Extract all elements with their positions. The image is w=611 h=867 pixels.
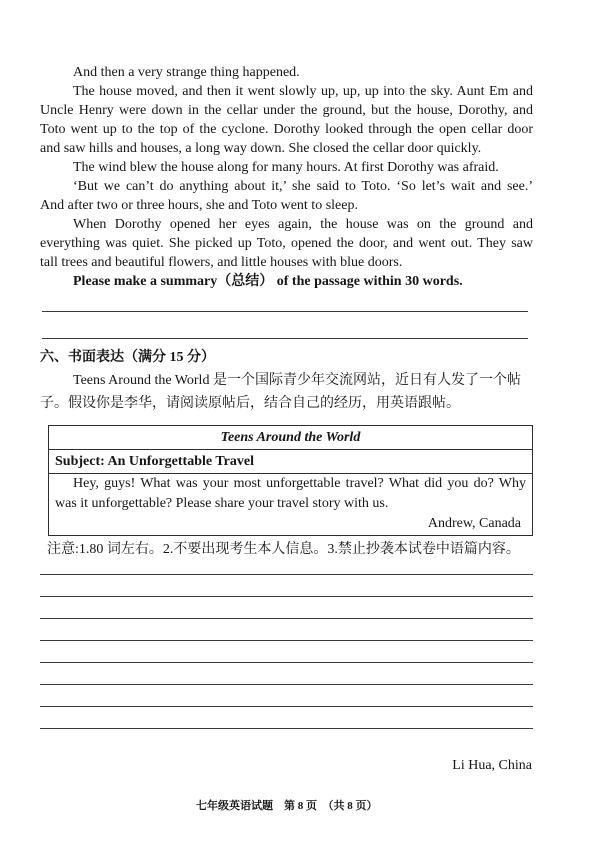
post-signature: Andrew, Canada [427, 516, 521, 531]
passage-line: And after two or three hours, she and Toto went to sleep. [40, 198, 358, 213]
passage-line: The wind blew the house along for many hours. At first Dorothy was afraid. [73, 160, 499, 175]
writing-intro [40, 369, 533, 415]
passage-line: Toto went up to the top of the cyclone. Dorothy looked through the open cellar door [40, 122, 533, 137]
post-body-line: was it unforgettable? Please share your travel story with us. [55, 496, 389, 511]
writing-answer-line [40, 706, 533, 707]
passage-line: Uncle Henry were down in the cellar under the ground, but the house, Dorothy, and [40, 103, 533, 118]
forum-site-title: Teens Around the World [49, 426, 532, 450]
summary-task: Please make a summary（总结） of the passage within 30 words. [73, 274, 463, 289]
post-subject: Subject: An Unforgettable Travel [49, 450, 532, 474]
writing-answer-line [40, 574, 533, 575]
post-body-line: Hey, guys! What was your most unforgettable travel? What did you do? Why [73, 476, 526, 491]
writing-answer-line [40, 640, 533, 641]
intro-line: 子。假设你是李华，请阅读原帖后，结合自己的经历，用英语跟帖。 [40, 396, 460, 411]
writing-answer-line [40, 662, 533, 663]
writing-answer-line [40, 728, 533, 729]
reading-passage [40, 63, 533, 291]
intro-line: Teens Around the World 是一个国际青少年交流网站，近日有人发了一个帖 [73, 373, 521, 388]
writing-note: 注意:1.80 词左右。2.不要出现考生本人信息。3.禁止抄袭本试卷中语篇内容。 [47, 542, 520, 557]
passage-line: everything was quiet. She picked up Toto, opened the door, and went out. They saw [40, 236, 533, 251]
summary-answer-line [42, 338, 528, 339]
section-heading: 六、书面表达（满分 15 分） [40, 350, 215, 365]
forum-post-box [48, 425, 533, 536]
writing-answer-line [40, 618, 533, 619]
passage-line: ‘But we can’t do anything about it,’ she said to Toto. ‘So let’s wait and see.’ [73, 179, 533, 194]
writing-answer-line [40, 684, 533, 685]
passage-line: tall trees and beautiful flowers, and little houses with blue doors. [40, 255, 403, 270]
page-footer: 七年级英语试题 第 8 页 （共 8 页） [196, 800, 378, 812]
post-body [49, 474, 532, 535]
writing-signoff: Li Hua, China [452, 758, 532, 773]
passage-line: and saw hills and houses, a long way down. She closed the cellar door quickly. [40, 141, 482, 156]
summary-answer-line [42, 311, 528, 312]
passage-line: The house moved, and then it went slowly up, up, up into the sky. Aunt Em and [73, 84, 533, 99]
passage-line: And then a very strange thing happened. [73, 65, 300, 80]
writing-answer-line [40, 596, 533, 597]
passage-line: When Dorothy opened her eyes again, the house was on the ground and [73, 217, 533, 232]
